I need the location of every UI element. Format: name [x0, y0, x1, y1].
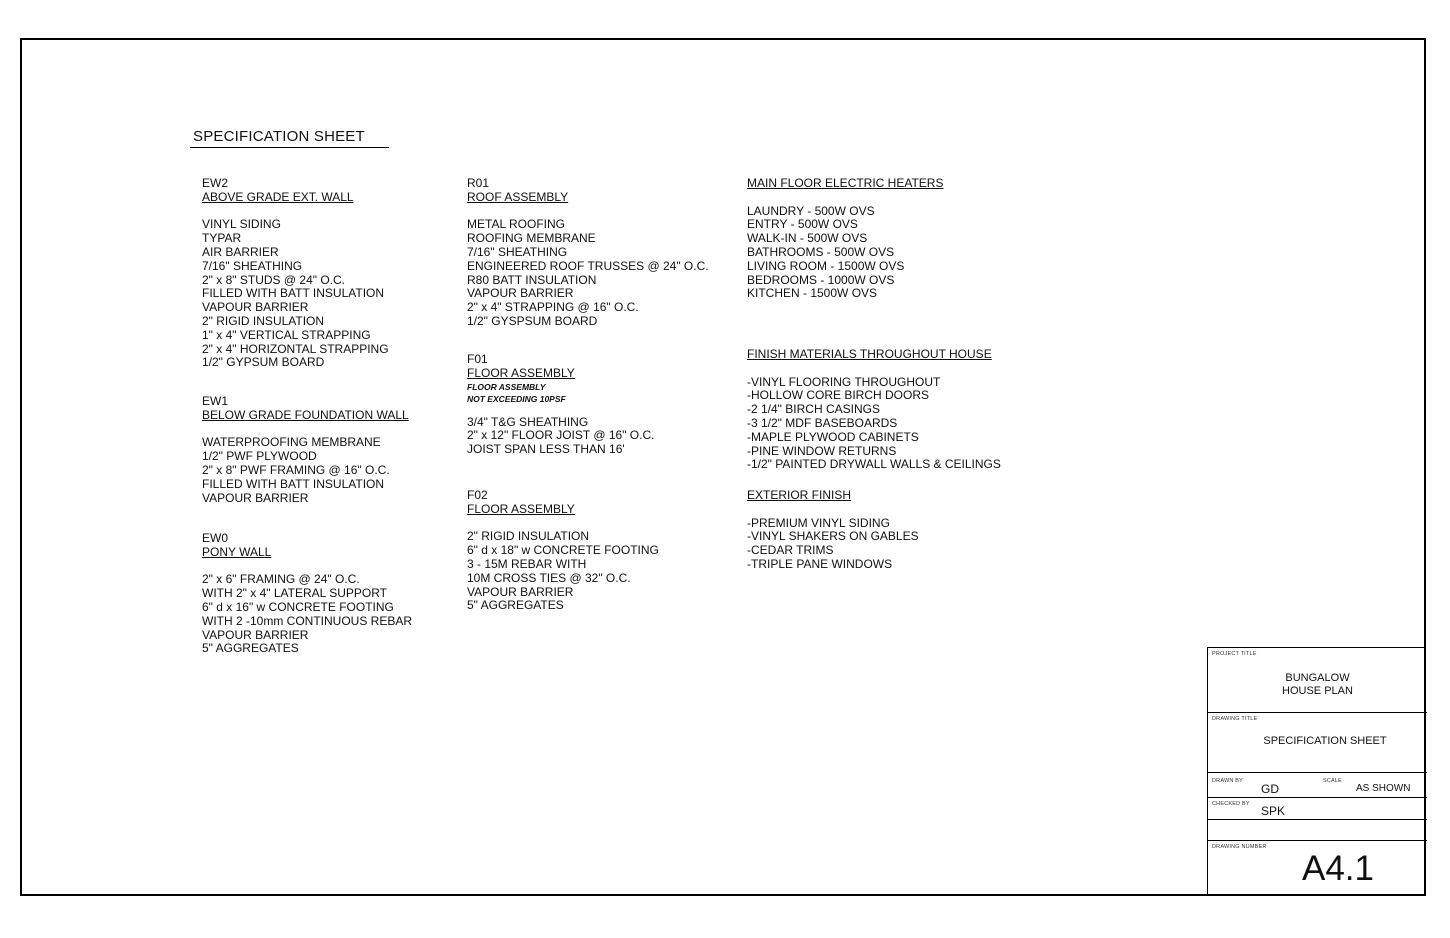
- project-title-line1: BUNGALOW: [1285, 672, 1350, 684]
- spec-item: WATERPROOFING MEMBRANE: [202, 435, 381, 450]
- spec-item: ENGINEERED ROOF TRUSSES @ 24" O.C.: [467, 258, 709, 273]
- spec-item: -PREMIUM VINYL SIDING: [747, 515, 890, 530]
- spec-item: 7/16" SHEATHING: [467, 244, 568, 259]
- section-note: NOT EXCEEDING 10PSF: [467, 393, 566, 404]
- spec-item: 1/2" GYSPSUM BOARD: [467, 313, 598, 328]
- spec-item: 2" x 12" FLOOR JOIST @ 16" O.C.: [467, 428, 655, 443]
- spec-item: WITH 2" x 4" LATERAL SUPPORT: [202, 586, 388, 601]
- spec-item: R80 BATT INSULATION: [467, 272, 597, 287]
- section-r01: [467, 177, 709, 329]
- spec-item: -VINYL SHAKERS ON GABLES: [747, 529, 919, 544]
- divider: [1208, 712, 1427, 713]
- section-code: EW0: [202, 531, 229, 545]
- section-heading: FINISH MATERIALS THROUGHOUT HOUSE: [747, 347, 992, 361]
- divider: [1208, 840, 1427, 841]
- scale-label: SCALE: [1323, 778, 1343, 784]
- scale: AS SHOWN: [1356, 783, 1411, 794]
- spec-item: ROOFING MEMBRANE: [467, 231, 596, 246]
- section-heading: ABOVE GRADE EXT. WALL: [202, 189, 354, 204]
- spec-item: VAPOUR BARRIER: [202, 490, 309, 505]
- drawing-number: A4.1: [1302, 849, 1374, 888]
- section-exterior-finish: [747, 489, 919, 572]
- spec-item: 6" d x 16" w CONCRETE FOOTING: [202, 599, 394, 614]
- spec-item: AIR BARRIER: [202, 244, 279, 259]
- section-ew2: [202, 177, 389, 370]
- section-heading: FLOOR ASSEMBLY: [467, 365, 575, 380]
- spec-item: 3 - 15M REBAR WITH: [467, 556, 587, 571]
- section-heading: FLOOR ASSEMBLY: [467, 501, 575, 516]
- spec-item: VAPOUR BARRIER: [202, 627, 309, 642]
- spec-item: VAPOUR BARRIER: [467, 286, 574, 301]
- spec-item: -2 1/4" BIRCH CASINGS: [747, 402, 880, 417]
- spec-item: 1/2" PWF PLYWOOD: [202, 449, 317, 464]
- spec-item: 1/2" GYPSUM BOARD: [202, 355, 325, 370]
- checked-by: SPK: [1261, 804, 1286, 818]
- spec-item: 2" x 6" FRAMING @ 24" O.C.: [202, 572, 360, 587]
- spec-item: 5" AGGREGATES: [467, 598, 564, 613]
- project-title-label: PROJECT TITLE: [1212, 651, 1257, 657]
- spec-item: -1/2" PAINTED DRYWALL WALLS & CEILINGS: [747, 457, 1001, 472]
- spec-item: 1" x 4" VERTICAL STRAPPING: [202, 327, 371, 342]
- spec-item: 10M CROSS TIES @ 32" O.C.: [467, 570, 631, 585]
- spec-item: WITH 2 -10mm CONTINUOUS REBAR: [202, 613, 413, 628]
- spec-item: 6" d x 18" w CONCRETE FOOTING: [467, 543, 659, 558]
- spec-item: -MAPLE PLYWOOD CABINETS: [747, 429, 919, 444]
- spec-item: -VINYL FLOORING THROUGHOUT: [747, 374, 941, 389]
- spec-item: 3/4" T&G SHEATHING: [467, 414, 589, 429]
- drawn-by-label: DRAWN BY: [1212, 778, 1244, 784]
- spec-item: TYPAR: [202, 231, 242, 246]
- section-electric-heaters: [747, 177, 943, 301]
- spec-item: -PINE WINDOW RETURNS: [747, 443, 897, 458]
- spec-item: -TRIPLE PANE WINDOWS: [747, 556, 893, 571]
- section-code: EW2: [202, 176, 229, 190]
- title-underline: [190, 147, 389, 148]
- spec-item: -3 1/2" MDF BASEBOARDS: [747, 415, 898, 430]
- divider: [1208, 772, 1427, 773]
- project-title: [1208, 672, 1427, 697]
- spec-item: LIVING ROOM - 1500W OVS: [747, 258, 905, 273]
- drawing-title: SPECIFICATION SHEET: [1263, 735, 1387, 747]
- spec-item: METAL ROOFING: [467, 217, 566, 232]
- spec-item: 2" x 8" PWF FRAMING @ 16" O.C.: [202, 462, 390, 477]
- title-block: [1207, 647, 1426, 896]
- spec-item: JOIST SPAN LESS THAN 16': [467, 442, 625, 457]
- drawing-title-label: DRAWING TITLE: [1212, 716, 1258, 722]
- spec-item: 2" x 4" HORIZONTAL STRAPPING: [202, 341, 389, 356]
- section-ew1: [202, 395, 409, 505]
- spec-item: FILLED WITH BATT INSULATION: [202, 476, 385, 491]
- spec-item: VINYL SIDING: [202, 217, 281, 232]
- section-heading: MAIN FLOOR ELECTRIC HEATERS: [747, 176, 944, 190]
- section-heading: EXTERIOR FINISH: [747, 488, 852, 502]
- checked-by-label: CHECKED BY: [1212, 801, 1250, 807]
- spec-item: -HOLLOW CORE BIRCH DOORS: [747, 388, 930, 403]
- drawing-number-label: DRAWING NUMBER: [1212, 844, 1267, 850]
- project-title-line2: HOUSE PLAN: [1282, 684, 1353, 697]
- spec-item: 2" RIGID INSULATION: [467, 529, 590, 544]
- section-code: EW1: [202, 394, 229, 408]
- section-finish-materials: [747, 348, 1001, 472]
- spec-item: WALK-IN - 500W OVS: [747, 231, 868, 246]
- spec-item: 2" x 8" STUDS @ 24" O.C.: [202, 272, 345, 287]
- spec-item: LAUNDRY - 500W OVS: [747, 203, 875, 218]
- spec-item: -CEDAR TRIMS: [747, 543, 834, 558]
- spec-item: BEDROOMS - 1000W OVS: [747, 272, 895, 287]
- section-code: R01: [467, 176, 490, 190]
- section-heading: PONY WALL: [202, 544, 272, 559]
- section-ew0: [202, 532, 412, 656]
- spec-item: BATHROOMS - 500W OVS: [747, 244, 895, 259]
- spec-item: 2" x 4" STRAPPING @ 16" O.C.: [467, 300, 639, 315]
- spec-item: ENTRY - 500W OVS: [747, 217, 858, 232]
- drawn-by: GD: [1261, 782, 1279, 796]
- section-code: F02: [467, 488, 488, 502]
- spec-item: 2" RIGID INSULATION: [202, 313, 325, 328]
- divider: [1208, 819, 1427, 820]
- spec-item: FILLED WITH BATT INSULATION: [202, 286, 385, 301]
- sheet-title: SPECIFICATION SHEET: [193, 128, 365, 145]
- section-f02: [467, 489, 659, 613]
- spec-item: 5" AGGREGATES: [202, 641, 299, 656]
- section-heading: ROOF ASSEMBLY: [467, 189, 569, 204]
- spec-item: VAPOUR BARRIER: [202, 300, 309, 315]
- divider: [1208, 797, 1427, 798]
- section-heading: BELOW GRADE FOUNDATION WALL: [202, 407, 409, 422]
- spec-item: 7/16" SHEATHING: [202, 258, 303, 273]
- section-note: FLOOR ASSEMBLY: [467, 381, 546, 392]
- section-f01: [467, 353, 654, 457]
- spec-item: VAPOUR BARRIER: [467, 584, 574, 599]
- section-code: F01: [467, 352, 488, 366]
- spec-item: KITCHEN - 1500W OVS: [747, 286, 878, 301]
